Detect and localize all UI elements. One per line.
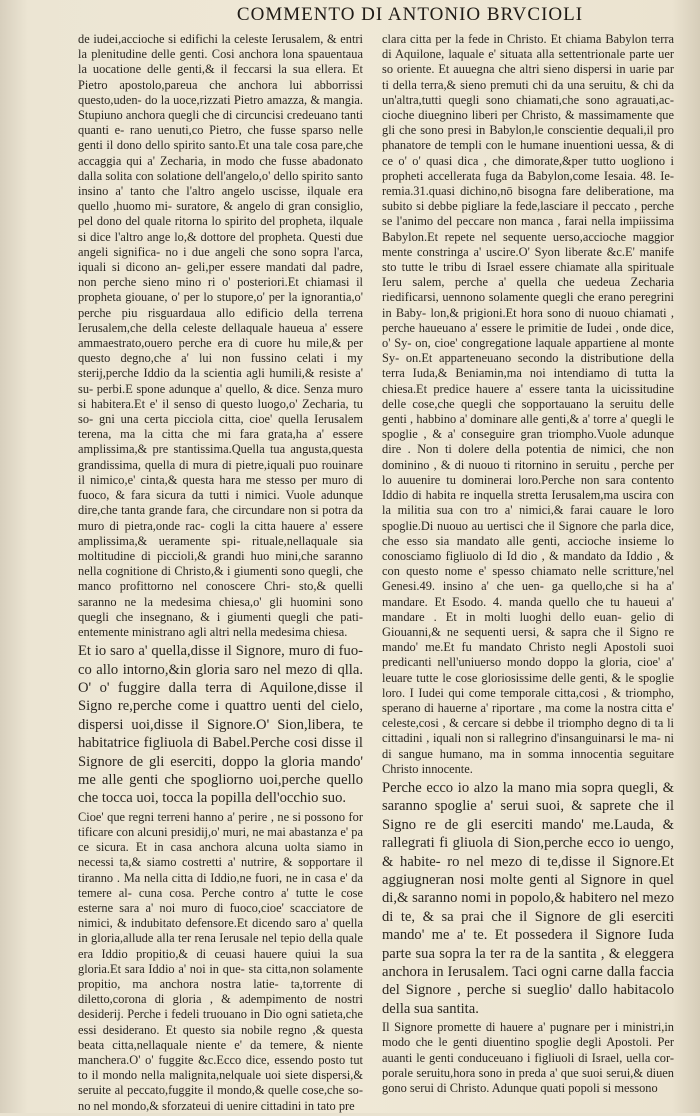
scripture-verse: Perche ecco io alzo la mano mia sopra quegli, & saranno spoglie a' serui suoi, & saprete che il Signo re de gli eserciti mando' me.Lauda, & rallegrati fi gliuola di Sion,perche ecco io uengo, & habite- ro nel mezo di te,disse il Signore.Et aggiugneran nosi molte genti al Signore in quel di,& saranno nomi in popolo,& habitero nel mezo di te, & sa prai che il Signore de gli eserciti mando' me a' te. Et possedera il Signore Iuda parte sua sopra la ter ra de la santita , & eleggera anchora in Ierusalem. Taci ogni carne dalla faccia del Signore , perche si sueglio' dallo habitacolo della sua santita. [382,779,674,1017]
running-header: COMMENTO DI ANTONIO BRVCIOLI [236,4,584,25]
left-column [78,32,363,1116]
commentary-paragraph: Il Signore promette di hauere a' pugnare per i ministri,in modo che le genti diuentino spoglie degli Apostoli. Per auanti le genti conduceuano i figliuoli di Israel, uella cor- porale seruitu,hora sono in preda a' que suoi serui,& diuen gono serui di Christo. Adunque quati popoli si messono [382,1020,674,1096]
commentary-paragraph: Cioe' que regni terreni hanno a' perire , ne si possono for tificare con alcuni presidij,o' muri, ne mai abastanza e' pa ce sicura. Et in casa anchora alcuna uolta siamo in necessi ta,& siamo costretti a' nutrire, & sopportare il tiranno . Ma nella citta di Iddio,ne fuori, ne in casa e' da temere al- cuna cosa. Perche contro a' tutte le cose esterne sara a' noi muro di fuoco,cioe' scacciatore de nimici, & indubitato defensore.Et dicendo saro a' quella in gloria,allude alla ter rena Ierusale nel tepio della quale era Iddio propitio,& di ceuasi hauere quiui la sua gloria.Et sara Iddio a' noi in que- sta citta,non solamente propitio, ma anchora nostra latie- ta,torrente di diletto,corona di gloria , & adempimento de nostri desiderij. Perche i fedeli truouano in Dio ogni satieta,che essi desiderano. Et questo sia nobile regno ,& questa beata citta,nellaquale niente e' da temere, & niente manchera.O' o' fuggite &c.Ecco dice, essendo posto tut to il mondo nella malignita,nelquale uoi siete dispersi,& seruite al peccato,fuggite il mondo,& quelle cose,che so- no nel mondo,& sforzateui di uenire cittadini in tato pre [78,809,363,1113]
commentary-paragraph: de iudei,accioche si edifichi la celeste Ierusalem, & entri la plenitudine delle genti. Cosi anchora lona spauentaua la uocatione delle genti,& il feccarsi la sua ellera. Et Pietro apostolo,pareua che anchora lui abborrissi questo,uden- do la uoce,rizzati Pietro amazza, & mangia. Stupiuno anchora quegli che di circuncisi credeuano tanti quanti e- rano uenuti,co Pietro, che fusse sparso nelle genti il dono dello spirito santo.Et una tale cosa pare,che accaggia qui a' Zecharia, in modo che fusse abadonato dalla solita con solatione dell'angelo,o' dello spirito santo insino a' tanto che l'altro angelo uscisse, ilquale era quello ,huomo mi- suratore, & angelo di gran consiglio, pel dono del quale ritorna lo spirito del propheta, ilquale si dice l'altro ange lo,& dottore del propheta. Questi due angeli significa- no i due angeli che sono sopra l'arca, iquali si dicono an- geli,per essere mandati dal padre, non perche sieno mino ri o' posteriori.Et chiamasi il propheta giouane, o' per lo stupore,o' per la ignorantia,o' perche piu risguardaua allo edificio della terrena Ierusalem,che della celeste dellaquale haueua a' essere ammaestrato,ouero perche era di cuore hu mile,& per questo degno,che a' lui non fussino celati i my sterij,perche Iddio da la scientia agli humili,& resiste a' su- perbi.E spone adunque a' quello, & dice. Senza muro si habitera.Et e' il senso di questo luogo,o' Zecharia, tu so- gni una certa picciola citta, cioe' quella Ierusalem terena, ma la citta che mi fara grata,ha a' essere amplissima,& pre stantissima.Quella tua angusta,questa grandissima, quella di mura di pietre,iquali puo rouinare il nimico,e' cinta,& questa hara me stesso per muro di fuoco, & fara sicura da tutti i nimici. Vuole adunque dire,che tanta grande fara, che circundare non si potra da muro di pietra,onde rac- cogli la citta hauere a' essere amplissima,& ueramente spi- rituale,nellaquale sia moltitudine di piccioli,& grandi huo mini,che saranno nella cognitione di Christo,& i giumenti sono quegli, che manco profittorno nel conoscere Chri- sto,& quelli saranno ne la medesima chiesa,o' gli huomini sono quegli che insegnano, & i giumenti quegli che pati- entemente ministrano agli altri nella medesima chiesa. [78,32,363,639]
right-column [382,32,674,1098]
commentary-paragraph: clara citta per la fede in Christo. Et chiama Babylon terra di Aquilone, laquale e' situata alla settentrionale parte uer so oriente. Et auuegna che altri sieno dispersi in uarie par ti della terra,& sieno premuti chi da una seruitu, & chi da un'altra,tutti quegli sono chiamati,che sono agrauati,ac- cioche diuegnino liberi per Christo, & massimamente que gli che sono presi in Babylon,le conscientie dequali,il pro phanatore de templi con le humane inuentioni uessa, & di ce o' o' quasi dica , che dimorate,&per tutto uogliono i propheti accellerata fuga da Babylon,come Iesaia. 48. Ie- remia.31.quasi dichino,nō bisogna fare deliberatione, ma subito si debbe pigliare la fede,lasciare il peccato , perche se l'animo del peccare non manca , farai nella impiissima Babylon.Et repete nel sequente uerso,accioche maggior mente constringa a' uscire.O' Syon liberate &c.E' manife sto tutte le tribu di Israel essere chiamate alla spirituale Ieru salem, perche a' quella che uedeua Zecharia riedificarsi, uennono solamente quegli che erano peregrini in Baby- lon,& prigioni.Et hora sono di nuouo chiamati , perche haueuano a' essere le primitie de Iudei , onde dice, o' Sy- on, cioe' congregatione laquale appartiene al monte Sy- on.Et apparteneuano secondo la distributione della terra Iuda,& Beniamin,ma noi intendiamo di tutta la chiesa.Et predice hauere a' essere tanta la uicissitudine delle cose,che quegli che sopportauano la seruitu delle genti , habbino a' dominare alle genti,& a' torre a' quegli le spoglie , & a' conseguire gran triompho.Vuole adunque dire . Non ti dolere della potentia de nimici, che non dominino , & di nuouo ti ritornino in seruitu , perche per lo auuenire tu dominerai loro.Perche non sara contento Iddio di habita re inquella stretta Ierusalem,ma uscira con la militia sua con tro a' nimici,& farai cauare le loro spoglie.Di nuouo au uertisci che il Signore che parla dice, che esso sia mandato alle genti, accioche insieme lo conosciamo figliuolo di Id dio , & mandato da Iddio , & con questo nome e' spesso chiamato nelle scritture,'nel Genesi.49. insino a' che uen- ga quello,che si ha a' mandare. Et Esodo. 4. manda quello che tu haueui a' mandare . Et in molti luoghi dello euan- gelio di Giouanni,& ne sequenti uersi, & sapra che il Signo re mando' me.Et fu mandato Christo negli Apostoli suoi predicanti nell'uniuerso mondo doppo la gloria, cioe' a' leuare tutte le cose gloriosissime delle genti, & le spoglie loro. I Iudei qui come temporale citta,cosi , & triompho, sperano di hauerne a' riportare , ma come la nostra citta e' celeste,cosi , & cercare si debbe il triompho degno di ta li cittadini , iquali non si rallegrino d'insanguinarsi le ma- ni di sangue humano, ma in somma innocentia seguitare Christo innocente. [382,32,674,776]
scripture-verse: Et io saro a' quella,disse il Signore, muro di fuo- co allo intorno,&in gloria saro nel mezo di qlla. O' o' fuggire dalla terra di Aquilone,disse il Signo re,perche come i quattro uenti del cielo, dispersi uoi,disse il Signore.O' Sion,libera, te habitatrice figliuola di Babel.Perche cosi disse il Signore de gli eserciti, doppo la gloria mando' me alle genti che spogliorno uoi,perche quello che tocca uoi, tocca la popilla dell'occhio suo. [78,643,363,807]
